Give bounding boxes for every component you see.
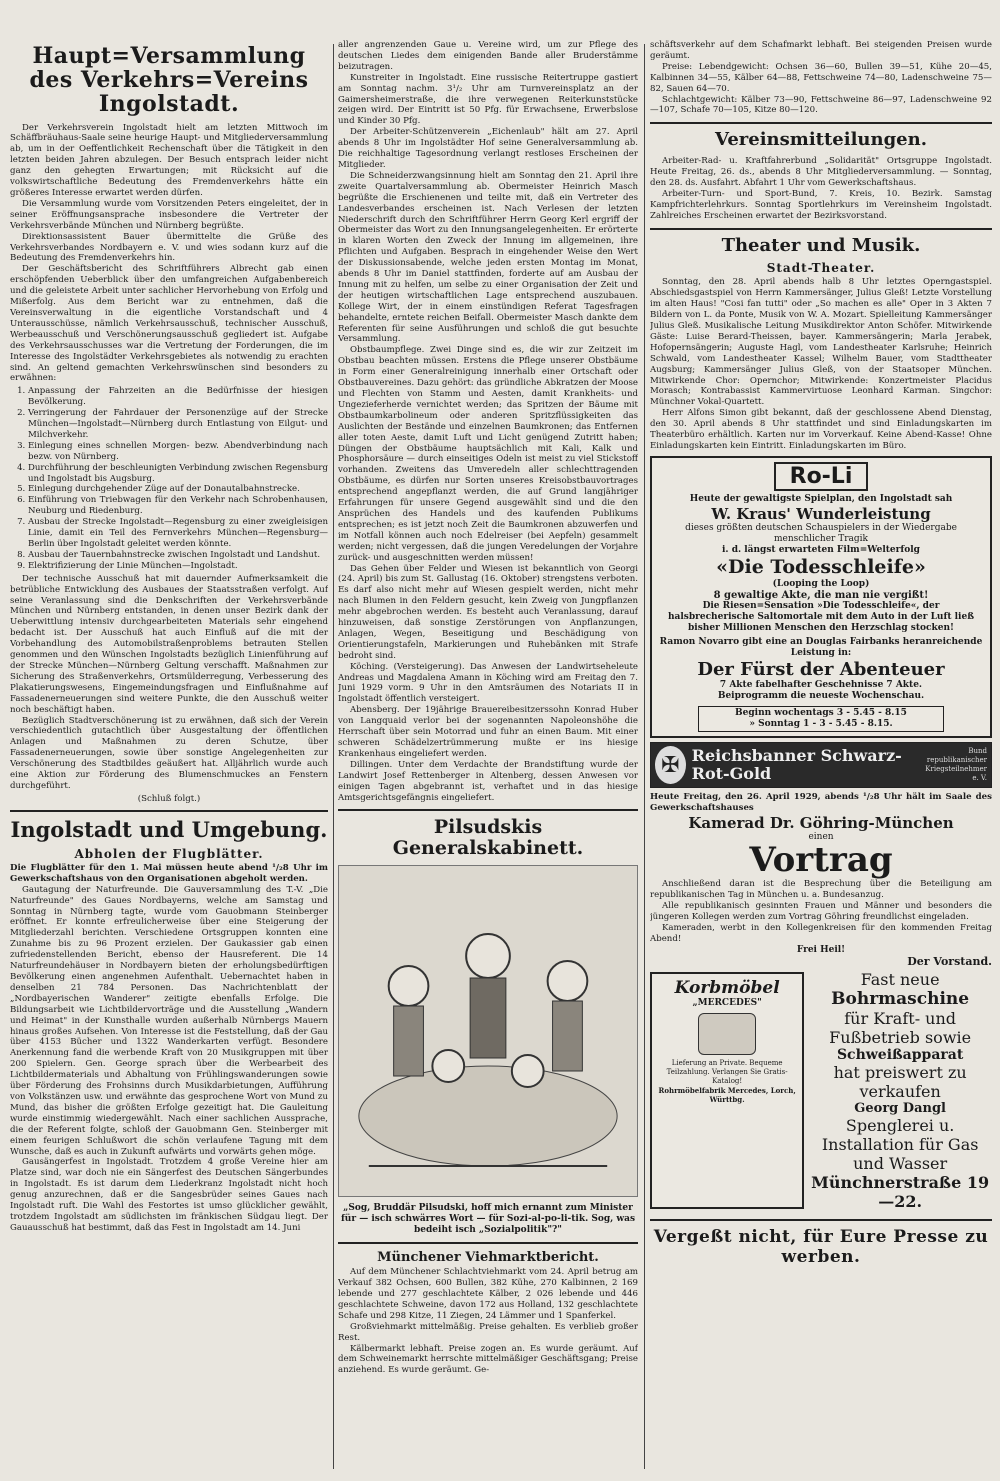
subheading-flugblaetter: Abholen der Flugblätter. [74, 846, 264, 861]
article-paragraph: Arbeiter-Turn- und Sport-Bund, 7. Kreis, 10. Bezirk. Samstag Kampfrichterlehrkurs. Sonntag Sportlehrkurs im Vereinsheim Ingolstadt. Zahlreiches Erscheinen erwartet der Bezirksvorstand. [650, 188, 992, 221]
article-paragraph: Sonntag, den 28. April abends halb 8 Uhr letztes Operngastspiel. Abschiedsgastspiel von Herrn Kammersänger, Julius Gleß! Letzte Vorstellung im alten Haus! "Cosi fan tutti" oder „So machen es alle" Oper in 3 Akten 7 Bildern von L. da Ponte, Musik von W. A. Mozart. Spielleitung Kammersänger Julius Gleß. Musikalische Leitung Musikdirektor Anton Schöfer. Mitwirkende Gäste: Luise Berard-Theissen, bayer. Kammersängerin; Marla Jerabek, Hofopernsängerin; Auguste Hagl, vom Landestheater Karlsruhe; Heinrich Schwald, vom Landestheater Kassel; Wilhelm Bauer, vom Stadttheater Augsburg; Kammersänger Julius Gleß, von der Staatsoper München. Mitwirkende Chor: Opernchor; Mitwirkende: Konzertmeister Placidus Morasch; Kontrabassist Kammervirtuose Leonhard Karman. Singchor: Münchner Vokal-Quartett. [650, 277, 992, 408]
subheading-stadttheater: Stadt-Theater. [766, 261, 876, 276]
cartoon-illustration [339, 866, 637, 1196]
roli-logo: Ro-Li [774, 462, 869, 491]
headline-verkehrsverein: Haupt=Versammlung des Verkehrs=Vereins Ingolstadt. [29, 43, 309, 118]
ad-text: 7 Akte fabelhafter Geschehnisse 7 Akte. [719, 680, 923, 691]
cartoon-title: Pilsudskis Generalskabinett. [392, 816, 584, 860]
article-paragraph: Herr Alfons Simon gibt bekannt, daß der geschlossene Abend Dienstag, den 30. April abends 8 Uhr stattfindet und sind Einladungskarten im Theaterbüro erhältlich. Karten nur im Vorverkauf. Keine Abend-Kasse! Ohne Einladungskarten kein Eintritt. Einladungskarten im Büro. [650, 408, 992, 451]
article-paragraph: Das Gehen über Felder und Wiesen ist bekanntlich von Georgi (24. April) bis zum St. Gallustag (16. Oktober) strengstens verboten. Es darf also nicht mehr auf Wiesen gespielt werden, nicht mehr nach Blumen in den Feldern gesucht, kein Zweig von Jungpflanzen mehr abgebrochen werden. Es besteht auch Veranlassung, darauf hinzuweisen, daß sonstige Zerstörungen von Anpflanzungen, Anlagen, Wegen, Beseitigung und Beschädigung von Orientierungstafeln, Markierungen und Ruhebänken mit Strafe bedroht sind. [338, 563, 638, 661]
article-paragraph: Preise: Lebendgewicht: Ochsen 36—60, Bullen 39—51, Kühe 20—45, Kalbinnen 34—55, Kälber 64—88, Fettschweine 74—80, Ladenschweine 75—82, Sauen 64—70. [650, 61, 992, 94]
ad-text: „MERCEDES" [692, 997, 762, 1008]
ad-headline: Korbmöbel [674, 977, 780, 998]
article-paragraph: Dillingen. Unter dem Verdachte der Brandstiftung wurde der Landwirt Josef Rettenberger in Altenberg, dessen Anwesen vor einigen Tagen abgebrannt ist, verhaftet und in das hiesige Amtsgerichtsgefängnis eingeliefert. [338, 759, 638, 803]
greeting: Frei Heil! [796, 944, 846, 955]
article-paragraph: Die Versammlung wurde vom Vorsitzenden Peters eingeleitet, der in seiner Eröffnungsansprache insbesondere die Vertreter der Verkehrsverbände München und Nürnberg begrüßte. [10, 198, 328, 231]
list-item: 4. Durchführung der beschleunigten Verbindung zwischen Regensburg und Ingolstadt bis Augsburg. [28, 463, 328, 485]
article-paragraph: schäftsverkehr auf dem Schafmarkt lebhaft. Bei steigenden Preisen wurde geräumt. [650, 40, 992, 61]
political-cartoon-image [338, 865, 638, 1197]
ad-text: dieses größten deutschen Schauspielers in der Wiedergabe menschlicher Tragik [685, 522, 957, 544]
footer-slogan: Vergeßt nicht, für Eure Presse zu werben. [653, 1226, 989, 1267]
ad-headline: Schweißapparat [836, 1046, 964, 1063]
section-heading-vereine: Vereinsmitteilungen. [715, 129, 927, 151]
market-report-title: Münchener Viehmarktbericht. [377, 1250, 599, 1266]
ad-text: Spenglerei u. Installation für Gas und Wasser [821, 1115, 979, 1173]
traffic-wishes-list [10, 386, 328, 571]
ad-text: Beiprogramm die neueste Wochenschau. [717, 691, 925, 702]
speaker-name: Kamerad Dr. Göhring-München [688, 814, 954, 833]
advertiser-name: Georg Dangl [854, 1100, 946, 1116]
banner-title: Reichsbanner Schwarz-Rot-Gold [691, 746, 902, 784]
ad-text: Ramon Novarro gibt eine an Douglas Fairbanks heranreichende Leistung in: [659, 636, 983, 658]
article-paragraph: Der Verkehrsverein Ingolstadt hielt am letzten Mittwoch im Schäffbräuhaus-Saale seine heurige Haupt- und Mitgliederversammlung ab, um in der Oeffentlichkeit Rechenschaft über die Tätigkeit in den letzten beiden Jahren abzulegen. Der Besuch entsprach leider nicht ganz den gehegten Erwartungen; mit Rücksicht auf die volkswirtschaftliche Bedeutung des Fremdenverkehrs hätte ein größeres Interesse erwartet werden dürfen. [10, 122, 328, 198]
ad-text: Rohrmöbelfabrik Mercedes, Lorch, Württbg. [658, 1085, 796, 1104]
korbmoebel-ad [650, 972, 804, 1209]
cinema-ad-roli [650, 456, 992, 738]
article-paragraph: Großviehmarkt mittelmäßig. Preise gehalten. Es verblieb großer Rest. [338, 1321, 638, 1343]
ad-text: hat preiswert zu verkaufen [833, 1062, 967, 1101]
article-paragraph: Gausängerfest in Ingolstadt. Trotzdem 4 große Vereine hier am Platze sind, war doch nie ein Sängerfest des Deutschen Sängerbundes in Ingolstadt. Es ist darum dem Liederkranz Ingolstadt nicht hoch genug anzurechnen, daß er die Sangesbrüder seines Gaues nach Ingolstadt ruft. Die Wahl des Festortes ist umso glücklicher gewählt, trotzdem Ingolstadt am südlichsten im fränkischen Südgau liegt. Der Gauausschuß hat bestimmt, daß das Fest in Ingolstadt am 14. Juni [10, 1157, 328, 1233]
list-item: 3. Einlegung eines schnellen Morgen- bezw. Abendverbindung nach bezw. von Nürnberg. [28, 441, 328, 463]
list-item: 5. Einlegung durchgehender Züge auf der Donautalbahnstrecke. [28, 484, 328, 495]
article-paragraph: Kunstreiter in Ingolstadt. Eine russische Reitertruppe gastiert am Sonntag nachm. 3¹/₂ Uhr am Turnvereinsplatz an der Gaimersheimerstraße, die ihre verwegenen Reiterkunststücke zeigen wird. Der Eintritt ist 50 Pfg. für Erwachsene, Erwerbslose und Kinder 30 Pfg. [338, 72, 638, 127]
article-paragraph: Die Flugblätter für den 1. Mai müssen heute abend ¹/₂8 Uhr im Gewerkschaftshaus von den Organisationen abgeholt werden. [10, 862, 328, 884]
continuation-note: (Schluß folgt.) [137, 793, 201, 804]
article-paragraph: Kälbermarkt lebhaft. Preise zogen an. Es wurde geräumt. Auf dem Schweinemarkt herrschte mittelmäßiger Geschäftsgang; Preise anziehend. Es wurde geräumt. Ge- [338, 1343, 638, 1376]
article-paragraph: Direktionsassistent Bauer übermittelte die Grüße des Verkehrsverbandes Nordbayern e. V. und wies sodann kurz auf die Bedeutung des Fremdenverkehrs hin. [10, 231, 328, 264]
film-title: Der Fürst der Abenteuer [697, 658, 945, 680]
column-left [10, 40, 328, 1234]
ad-headline: W. Kraus' Wunderleistung [711, 504, 931, 523]
showtimes: » Sonntag 1 - 3 - 5.45 - 8.15. [749, 719, 893, 730]
list-item: 7. Ausbau der Strecke Ingolstadt—Regensburg zu einer zweigleisigen Linie, damit ein Teil des Fernverkehrs München—Regensburg—Berlin über Ingolstadt geleitet werden könnte. [28, 517, 328, 550]
announcement-text: Anschließend daran ist die Besprechung über die Beteiligung am republikanischen Tag in München u. a. Bundesanzug. [650, 879, 992, 901]
list-item: 6. Einführung von Triebwagen für den Verkehr nach Schrobenhausen, Neuburg und Riedenburg. [28, 495, 328, 517]
classified-ads [650, 968, 992, 1213]
banner-subtitle: Bund republikanischer Kriegsteilnehmer e. V. [925, 747, 987, 783]
article-paragraph: Bezüglich Stadtverschönerung ist zu erwähnen, daß sich der Verein verschiedentlich gutachtlich über Ausgestaltung der öffentlichen Anlagen und Maßnahmen zu deren Schutze, über Fassadenerneuerungen, sowie über sonstige Angelegenheiten zur Verschönerung des Stadtbildes geäußert hat. Alljährlich wurde auch eine Aktion zur Förderung des Blumenschmuckes an Fenstern durchgeführt. [10, 715, 328, 791]
section-heading-theater: Theater und Musik. [721, 234, 921, 256]
divider [650, 122, 992, 124]
list-item: 9. Elektrifizierung der Linie München—Ingolstadt. [28, 561, 328, 572]
list-item: 1. Anpassung der Fahrzeiten an die Bedürfnisse der hiesigen Bevölkerung. [28, 386, 328, 408]
announcement-text: Alle republikanisch gesinnten Frauen und Männer und besonders die jüngeren Kollegen werden zum Vortrag Göhring freundlichst eingeladen. [650, 901, 992, 923]
article-paragraph: aller angrenzenden Gaue u. Vereine wird, um zur Pflege des deutschen Liedes dem einigenden Bande aller Bruderstämme beizutragen. [338, 40, 638, 72]
announcement-text: Heute Freitag, den 26. April 1929, abends ¹/₂8 Uhr hält im Saale des Gewerkschaftshauses [650, 792, 992, 814]
divider [338, 1242, 638, 1244]
ad-text: i. d. längst erwarteten Film=Welterfolg [722, 544, 920, 555]
ad-text: Fast neue [860, 969, 940, 989]
reichsbanner-banner [650, 742, 992, 788]
article-paragraph: Schlachtgewicht: Kälber 73—90, Fettschweine 86—97, Ladenschweine 92—107, Schafe 70—105, Kitze 80—120. [650, 94, 992, 116]
divider [650, 228, 992, 230]
ad-text: Heute der gewaltigste Spielplan, den Ingolstadt sah [689, 493, 953, 504]
list-item: 2. Verringerung der Fahrdauer der Personenzüge auf der Strecke München—Ingolstadt—Nürnberg durch Entlastung von Eilgut- und Milchverkehr. [28, 408, 328, 441]
article-paragraph: Der Geschäftsbericht des Schriftführers Albrecht gab einen erschöpfenden Ueberblick über den umfangreichen Aufgabenbereich und die geleistete Arbeit unter sachlicher Hervorhebung von Erfolg und Mißerfolg. Aus dem Bericht war zu entnehmen, daß die Vereinsverwaltung in die eigentliche Vorstandschaft und 4 Unterausschüsse, nämlich Verkehrsausschuß, technischer Ausschuß, Werbeausschuß und Verschönerungsausschuß gegliedert ist. Aufgabe des Verkehrsausschusses war die Vertretung der Forderungen, die im Interesse des Ingolstädter Verkehrsgebietes als notwendig zu erachten sind. An geltend gemachten Verkehrswünschen sind besonders zu erwähnen: [10, 264, 328, 384]
article-paragraph: Der Arbeiter-Schützenverein „Eichenlaub" hält am 27. April abends 8 Uhr im Ingolstädter Hof seine Generalversammlung ab. Die reichhaltige Tagesordnung verlangt restloses Erscheinen der Mitglieder. [338, 127, 638, 170]
ad-text: Lieferung an Private. Bequeme Teilzahlung. Verlangen Sie Gratis-Katalog! [666, 1058, 788, 1085]
column-middle [338, 40, 638, 1376]
article-paragraph: Der technische Ausschuß hat mit dauernder Aufmerksamkeit die betrübliche Entwicklung des Ausbaues der Staatsstraßen verfolgt. Auf seine Veranlassung sind die Denkschriften der Verkehrsverbände München und Nürnberg entstanden, in denen unser Bezirk dank der Ueberwittlung intensiv durchgearbeiteten Materials sehr eingehend bedacht ist. Der Ausschuß hat auch Einfluß auf die mit der Vorbehandlung des Automobilstraßenproblems betrauten Stellen genommen und den Wünschen Ingolstadts bezüglich Linienführung auf der Strecke München—Nürnberg Geltung verschafft. Maßnahmen zur Sicherung des Straßenverkehrs, Ortsmülderregung, Verbesserung des Plakatierungswesens, Eingemeindungsfragen und Einflußnahme auf Fassadenerneuerungen sind weitere Punkte, die den Ausschuß weiter noch beschäftigt haben. [10, 573, 328, 715]
vortrag-heading: Vortrag [749, 840, 893, 881]
ad-headline: Bohrmaschine [831, 988, 970, 1009]
divider [338, 809, 638, 811]
article-paragraph: Obstbaumpflege. Zwei Dinge sind es, die wir zur Zeitzeit im Obstbau beachten müssen. Erstens die Pflege unserer Obstbäume in Form einer Generalreinigung innerhalb einer Ortschaft oder Obstbauvereines. Dazu gehört: das gründliche Abkratzen der Moose und Flechten von Stamm und Aesten, damit Krankheits- und Ungezieferherde vernichtet werden; das Spritzen der Bäume mit Obstbaumkarbolineum oder anderen Spritzflüssigkeiten das Auslichten der Bestände und einzelnen Baumkronen; das Entfernen aller toten Aeste, damit Luft und Licht genügend Zutritt haben; Düngen der Obstbäume hauptsächlich mit Kali, Kalk und Phosphorsäure — durch einseitiges Odeln ist meist zu viel Stickstoff vorhanden. Zweitens das Umveredeln aller schlechttragenden Obstbäume, es dürfen nur Sorten unseres Kreisobstbauvortrages entsprechend angepflanzt werden, die auf Grund langjähriger Erfahrungen für unsere Gegend ausgewählt sind und die den Ansprüchen des Handels und des kaufenden Publikums entsprechen; es ist jetzt noch Zeit die Baumkronen abzuwerfen und im Notfall können auch noch Edelreiser (bei Aepfeln) gesammelt werden; nicht vergessen, daß die jungen Veredelungen der Vorjahre zurück- und ausgeschnitten werden müssen! [338, 345, 638, 563]
signature: Der Vorstand. [907, 954, 992, 968]
film-title: «Die Todesschleife» [716, 555, 926, 578]
ad-text: 8 gewaltige Akte, die man nie vergißt! [713, 589, 929, 601]
article-paragraph: Auf dem Münchener Schlachtviehmarkt vom 24. April betrug am Verkauf 382 Ochsen, 600 Bullen, 382 Kühe, 270 Kalbinnen, 2 169 lebende und 277 geschlachtete Kälber, 2 026 lebende und 446 geschlachtete Schweine, davon 172 aus Holland, 132 geschlachtete Schafe und 298 Kitze, 11 Ziegen, 24 Lämmer und 1 Spanferkel. [338, 1267, 638, 1321]
section-heading-ingolstadt: Ingolstadt und Umgebung. [10, 816, 328, 842]
list-item: 8. Ausbau der Tauernbahnstrecke zwischen Ingolstadt und Landshut. [28, 550, 328, 561]
article-paragraph: Abensberg. Der 19jährige Brauereibesitzerssohn Konrad Huber von Langquaid verlor bei der sogenannten Napoleonshöhe die Herrschaft über sein Motorrad und fuhr an einen Baum. Mit einer schweren Schädelzertrümmerung mußte er ins hiesige Krankenhaus eingeliefert werden. [338, 705, 638, 759]
column-right [650, 40, 992, 1267]
ad-address: Münchnerstraße 19—22. [811, 1172, 990, 1211]
article-paragraph: Arbeiter-Rad- u. Kraftfahrerbund „Solidarität" Ortsgruppe Ingolstadt. Heute Freitag, 26. ds., abends 8 Uhr Mitgliederversammlung. — Sonntag, den 28. ds. Ausfahrt. Abfahrt 1 Uhr vom Gewerkschaftshaus. [650, 156, 992, 188]
eagle-icon: ✠ [655, 746, 686, 784]
article-paragraph: Gautagung der Naturfreunde. Die Gauversammlung des T.-V. „Die Naturfreunde" des Gaues Nordbayerns, welche am Samstag und Sonntag in Nürnberg tagte, wurde vom Gauobmann Steinberger eröffnet. Er konnte erfreulicherweise über eine Steigerung der Mitgliederzahl berichten. Verschiedene Ortsgruppen konnten eine Zunahme bis zu 96 Prozent erzielen. Der Gaukassier gab einen zufriedenstellenden Bericht, ebenso der Hausreferent. Die 14 Naturfreundehäuser in Nordbayern bieten der erholungsbedürftigen Bevölkerung einen angenehmen Aufenthalt. Uebernachtet haben in denselben 21 784 Personen. Das Nachrichtenblatt der „Nordbayerischen Wanderer" zeitigte ebenfalls Erfolge. Die Bildungsarbeit wie Lichtbildervorträge und die Ausstellung „Wandern und Heimat" in der Kunsthalle wurden außerhalb Nürnbergs Mauern hinaus großes Aufsehen. Von Interesse ist die Feststellung, daß der Gau über 4153 Bücher und 1322 Wanderkarten verfügt. Besondere Anerkennung fand die werbende Kraft von 20 Musikgruppen mit über 200 Spielern. Gen. George sprach über die Werbearbeit des Lichtbildermaterials und Abhaltung von Frühlingswanderungen sowie über Förderung des Frohsinns durch Musikdarbietungen, Aufführung von Volkstänzen usw. und erwähnte das gesprochene Wort von Mund zu Mund, das bisher die größten Erfolge gezeitigt hat. Die Gauleitung wurde einstimmig wiedergewählt. Nach einer sachlichen Aussprache, die der Referent folgte, schloß der Gauobmann Gen. Steinberger mit einem feurigen Schlußwort die schön verlaufene Tagung mit dem Wunsche, daß es auch in Zukunft aufwärts und vorwärts gehen möge. [10, 884, 328, 1157]
column-rule [333, 44, 334, 1469]
ad-text: (Looping the Loop) [772, 578, 870, 589]
bohrmaschine-ad [808, 968, 992, 1213]
cartoon-caption: „Sog, Bruddär Pilsudski, hoff mich ernannt zum Minister für — isch schwärres Wort — für Sozi-al-po-li-tik. Sog, was bedeiht isch „Sozialpolitik"?" [340, 1203, 636, 1236]
showtimes: Beginn wochentags 3 - 5.45 - 8.15 [735, 708, 907, 719]
ad-text: für Kraft- und Fußbetrieb sowie [829, 1008, 972, 1047]
divider [10, 810, 328, 812]
divider [650, 1219, 992, 1221]
sofa-icon [698, 1013, 756, 1055]
column-rule [644, 44, 645, 1469]
article-paragraph: Die Schneiderzwangsinnung hielt am Sonntag den 21. April ihre zweite Quartalversammlung ab. Obermeister Heinrich Masch begrüßte die Erschienenen und teilte mit, daß ein Vertreter des Landesverbandes erscheinen ist. Nach Verlesen der letzten Niederschrift durch den Schriftführer Herrn Georg Kerl ergriff der Obermeister das Wort zu den Innungsangelegenheiten. Er erörterte in klaren Worten den Zweck der Innung im allgemeinen, ihre Pflichten und Aufgaben. Besprach in eingehender Weise den Wert der Diskussionsabende, welche jeden ersten Montag im Monat, abends 8 Uhr im Daniel stattfinden, forderte auf am Ausbau der Innung mit zu helfen, um selbe zu einer Organisation der Zeit und der heutigen wirtschaftlichen Lage entsprechend auszubauen. Kollege Wirt, der in einem einstündigen Referat Tagesfragen behandelte, erntete reichen Beifall. Obermeister Masch dankte dem Referenten für seine Ausführungen und schloß die gut besuchte Versammlung. [338, 170, 638, 345]
article-paragraph: Köching. (Versteigerung). Das Anwesen der Landwirtseheleute Andreas und Magdalena Amann in Köching wird am Freitag den 7. Juni 1929 vorm. 9 Uhr in den Amtsräumen des Notariats II in Ingolstadt öffentlich versteigert. [338, 661, 638, 705]
announcement-text: Kameraden, werbt in den Kollegenkreisen für den kommenden Freitag Abend! [650, 923, 992, 944]
announcement-text: einen [808, 832, 834, 843]
ad-text: Die Riesen=Sensation »Die Todesschleife«, der halsbrecherische Saltomortale mit dem Auto in der Luft ließ bisher Millionen Menschen den Herzschlag stocken! [667, 600, 975, 633]
